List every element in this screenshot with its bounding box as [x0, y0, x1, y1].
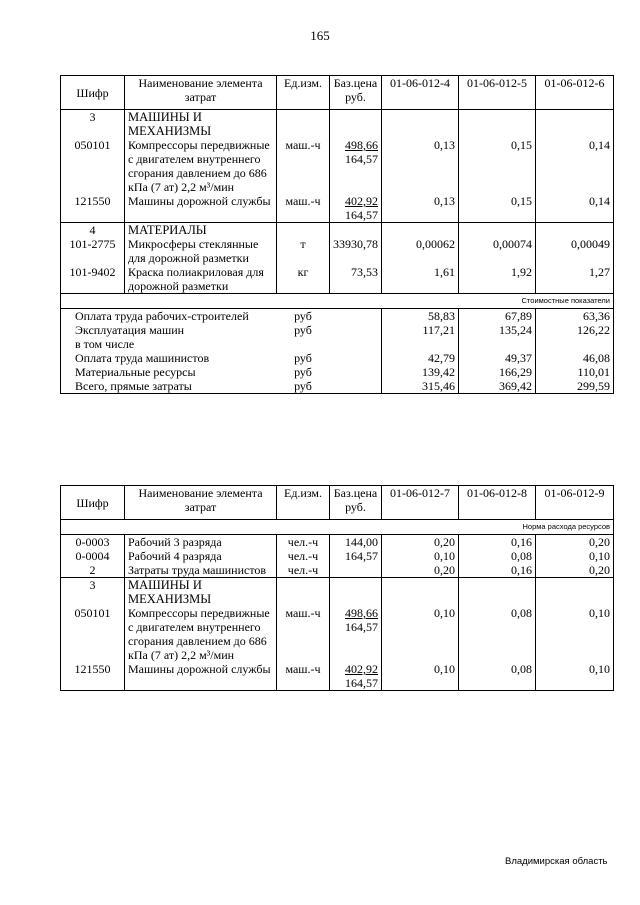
header-unit: Ед.изм. — [277, 76, 330, 110]
price-value-secondary: 164,57 — [345, 620, 378, 634]
header-code: Шифр — [61, 486, 125, 520]
row-value: 0,20 — [382, 563, 459, 578]
summary-row — [61, 379, 614, 394]
row-unit: маш.-ч — [277, 606, 330, 662]
row-price — [330, 662, 382, 691]
table-row — [61, 606, 614, 662]
row-price — [330, 578, 382, 607]
summary-row — [61, 365, 614, 379]
summary-empty — [330, 351, 382, 365]
row-value: 0,13 — [382, 138, 459, 194]
row-code: 121550 — [61, 662, 125, 691]
table-row — [61, 662, 614, 691]
resource-table-2 — [60, 485, 614, 691]
summary-label: Оплата труда машинистов — [61, 351, 277, 365]
summary-unit: руб — [294, 365, 312, 379]
row-value — [382, 110, 459, 139]
row-unit: чел.-ч — [277, 563, 330, 578]
row-code: 0-0004 — [61, 549, 125, 563]
price-value: 33930,78 — [333, 237, 378, 251]
table-row — [61, 265, 614, 294]
row-unit: т — [277, 237, 330, 265]
price-value: 164,57 — [345, 549, 378, 563]
row-value: 0,14 — [536, 194, 614, 223]
summary-row — [61, 337, 614, 351]
summary-value: 299,59 — [536, 379, 614, 394]
summary-unit: руб — [277, 379, 330, 394]
header-col-2: 01-06-012-5 — [459, 76, 536, 110]
summary-value — [382, 337, 459, 351]
row-name: Компрессоры передвижные с двигателем внутреннего сгорания давлением до 686 кПа (7 ат) 2,2 м³/мин — [125, 606, 277, 662]
row-value — [536, 110, 614, 139]
header-name: Наименование элемента затрат — [125, 486, 277, 520]
row-name: Машины дорожной службы — [125, 194, 277, 223]
summary-empty — [330, 309, 382, 324]
page-number: 165 — [310, 28, 330, 43]
row-value — [382, 578, 459, 607]
header-code: Шифр — [61, 76, 125, 110]
row-name: Микросферы стеклянные для дорожной разметки — [125, 237, 277, 265]
row-code: 050101 — [61, 606, 125, 662]
row-value — [536, 578, 614, 607]
summary-value: 369,42 — [459, 379, 536, 394]
summary-value: 139,42 — [382, 365, 459, 379]
summary-empty — [330, 365, 382, 379]
table-row — [61, 563, 614, 578]
row-code: 3 — [61, 110, 125, 139]
table-1-summary — [61, 309, 614, 394]
header-unit: Ед.изм. — [277, 486, 330, 520]
header-col-2: 01-06-012-8 — [459, 486, 536, 520]
row-unit: чел.-ч — [277, 535, 330, 550]
row-name: Рабочий 3 разряда — [125, 535, 277, 550]
row-price — [330, 549, 382, 563]
row-value — [382, 223, 459, 238]
row-value: 0,10 — [382, 606, 459, 662]
table-row — [61, 237, 614, 265]
row-unit — [277, 110, 330, 139]
row-price — [330, 110, 382, 139]
row-value: 0,20 — [536, 563, 614, 578]
summary-row — [61, 351, 614, 365]
header-col-3: 01-06-012-6 — [536, 76, 614, 110]
row-value: 0,08 — [459, 549, 536, 563]
summary-unit — [277, 337, 330, 351]
row-name: Затраты труда машинистов — [125, 563, 277, 578]
row-price — [330, 563, 382, 578]
summary-empty — [330, 323, 382, 337]
table-row — [61, 138, 614, 194]
resource-norm-label: Норма расхода ресурсов — [61, 520, 614, 535]
row-unit: чел.-ч — [277, 549, 330, 563]
summary-value: 166,29 — [459, 365, 536, 379]
section-row — [61, 578, 614, 607]
row-code: 4 — [61, 223, 125, 238]
table-row — [61, 535, 614, 550]
row-code: 121550 — [61, 194, 125, 223]
row-price — [330, 606, 382, 662]
summary-value: 110,01 — [536, 365, 614, 379]
summary-value: 135,24 — [459, 323, 536, 337]
row-value: 1,61 — [382, 265, 459, 294]
resource-table-1 — [60, 75, 614, 394]
row-unit: маш.-ч — [277, 138, 330, 194]
row-value: 0,10 — [382, 549, 459, 563]
summary-row — [61, 309, 614, 324]
table-1-body — [61, 110, 614, 294]
row-price — [330, 237, 382, 265]
row-name: Компрессоры передвижные с двигателем внутреннего сгорания давлением до 686 кПа (7 ат) 2,2 м³/мин — [125, 138, 277, 194]
summary-value — [459, 337, 536, 351]
summary-value: 117,21 — [382, 323, 459, 337]
summary-empty — [330, 379, 382, 394]
row-code: 3 — [61, 578, 125, 607]
row-value: 0,10 — [382, 662, 459, 691]
row-value — [536, 223, 614, 238]
row-value — [459, 110, 536, 139]
summary-value: 63,36 — [536, 309, 614, 324]
price-value: 498,66 — [345, 606, 378, 620]
cost-indicators-label: Стоимостные показатели — [61, 294, 614, 309]
price-value-secondary: 164,57 — [345, 208, 378, 222]
price-value: 498,66 — [345, 138, 378, 152]
row-value — [459, 578, 536, 607]
row-value: 0,14 — [536, 138, 614, 194]
summary-empty — [330, 337, 382, 351]
summary-label: Всего, прямые затраты — [61, 379, 277, 394]
price-value: 402,92 — [345, 662, 378, 676]
header-col-1: 01-06-012-4 — [382, 76, 459, 110]
row-value: 0,10 — [536, 662, 614, 691]
row-unit: кг — [277, 265, 330, 294]
header-col-3: 01-06-012-9 — [536, 486, 614, 520]
summary-label: Материальные ресурсы — [61, 365, 277, 379]
row-code: 101-9402 — [61, 265, 125, 294]
row-code: 2 — [61, 563, 125, 578]
row-value: 0,10 — [536, 606, 614, 662]
row-code: 101-2775 — [61, 237, 125, 265]
summary-value: 315,46 — [382, 379, 459, 394]
row-unit — [277, 578, 330, 607]
summary-value: 46,08 — [536, 351, 614, 365]
summary-unit: руб — [294, 323, 312, 337]
row-value: 0,15 — [459, 138, 536, 194]
price-value: 144,00 — [345, 535, 378, 549]
row-value: 0,16 — [459, 535, 536, 550]
table-row — [61, 549, 614, 563]
row-value: 0,00049 — [536, 237, 614, 265]
footer-region: Владимирская область — [505, 856, 608, 867]
row-value: 0,10 — [536, 549, 614, 563]
summary-label: в том числе — [61, 337, 277, 351]
row-value: 0,20 — [382, 535, 459, 550]
header-price: Баз.цена руб. — [330, 486, 382, 520]
price-value: 73,53 — [351, 265, 378, 279]
price-value-secondary: 164,57 — [345, 676, 378, 690]
row-value: 0,00062 — [382, 237, 459, 265]
row-value: 0,16 — [459, 563, 536, 578]
row-name: МАШИНЫ И МЕХАНИЗМЫ — [125, 578, 277, 607]
row-value: 0,15 — [459, 194, 536, 223]
summary-value: 42,79 — [382, 351, 459, 365]
table-row — [61, 194, 614, 223]
summary-value: 49,37 — [459, 351, 536, 365]
summary-value — [536, 337, 614, 351]
summary-value: 67,89 — [459, 309, 536, 324]
summary-label: Эксплуатация машин — [61, 323, 277, 337]
row-name: МАТЕРИАЛЫ — [125, 223, 277, 238]
summary-value: 58,83 — [382, 309, 459, 324]
row-price — [330, 535, 382, 550]
row-value: 0,08 — [459, 606, 536, 662]
summary-row — [61, 323, 614, 337]
row-name: Машины дорожной службы — [125, 662, 277, 691]
summary-unit: руб — [294, 309, 312, 323]
row-value — [459, 223, 536, 238]
row-unit — [277, 223, 330, 238]
row-value: 0,13 — [382, 194, 459, 223]
price-value-secondary: 164,57 — [345, 152, 378, 166]
section-row — [61, 110, 614, 139]
header-name: Наименование элемента затрат — [125, 76, 277, 110]
summary-value: 126,22 — [536, 323, 614, 337]
row-price — [330, 138, 382, 194]
row-name: МАШИНЫ И МЕХАНИЗМЫ — [125, 110, 277, 139]
row-code: 050101 — [61, 138, 125, 194]
section-row — [61, 223, 614, 238]
row-value: 1,92 — [459, 265, 536, 294]
table-2-body — [61, 535, 614, 691]
row-value: 0,08 — [459, 662, 536, 691]
price-value: 402,92 — [345, 194, 378, 208]
row-price — [330, 223, 382, 238]
row-price — [330, 265, 382, 294]
row-price — [330, 194, 382, 223]
row-value: 0,20 — [536, 535, 614, 550]
summary-unit: руб — [294, 351, 312, 365]
row-unit: маш.-ч — [277, 194, 330, 223]
row-code: 0-0003 — [61, 535, 125, 550]
header-col-1: 01-06-012-7 — [382, 486, 459, 520]
row-unit: маш.-ч — [277, 662, 330, 691]
row-name: Краска полиакриловая для дорожной разметки — [125, 265, 277, 294]
summary-label: Оплата труда рабочих-строителей — [61, 309, 277, 324]
row-value: 0,00074 — [459, 237, 536, 265]
row-value: 1,27 — [536, 265, 614, 294]
row-name: Рабочий 4 разряда — [125, 549, 277, 563]
header-price: Баз.цена руб. — [330, 76, 382, 110]
